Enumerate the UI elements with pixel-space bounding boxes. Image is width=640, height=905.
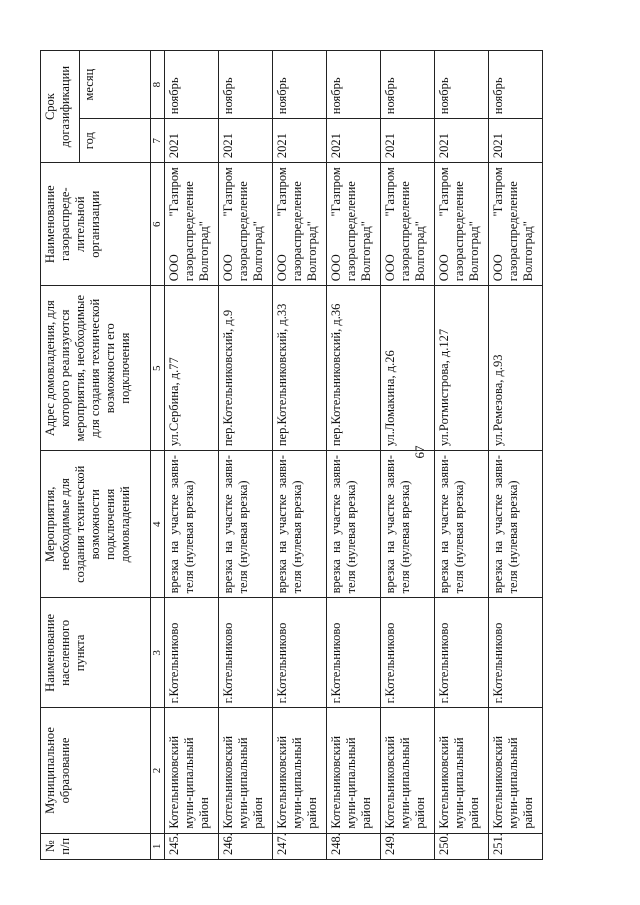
- settlement-cell: г.Котельниково: [381, 598, 435, 708]
- table-row: [435, 51, 489, 860]
- organization-cell: ООО "Газпром газораспределение Волгоград": [327, 163, 381, 286]
- municipality-cell: Котельниковский муни-ципальный район: [219, 708, 273, 833]
- column-number: 8: [151, 51, 165, 119]
- year-cell: 2021: [219, 119, 273, 163]
- month-cell: ноябрь: [165, 51, 219, 119]
- measures-cell: врезка на участке заяви-теля (нулевая врезка): [273, 451, 327, 598]
- measures-cell: врезка на участке заяви-теля (нулевая врезка): [219, 451, 273, 598]
- measures-cell: врезка на участке заяви-теля (нулевая врезка): [381, 451, 435, 598]
- year-cell: 2021: [381, 119, 435, 163]
- header-municipality: Муниципальное образование: [41, 708, 151, 833]
- row-number: 247.: [273, 833, 327, 859]
- month-cell: ноябрь: [381, 51, 435, 119]
- organization-cell: ООО "Газпром газораспределение Волгоград": [165, 163, 219, 286]
- table-row: [489, 51, 543, 860]
- address-cell: ул.Ремезова, д.93: [489, 286, 543, 451]
- month-cell: ноябрь: [219, 51, 273, 119]
- header-settlement: Наименование населенного пункта: [41, 598, 151, 708]
- year-cell: 2021: [273, 119, 327, 163]
- settlement-cell: г.Котельниково: [219, 598, 273, 708]
- month-cell: ноябрь: [273, 51, 327, 119]
- column-number: 2: [151, 708, 165, 833]
- organization-cell: ООО "Газпром газораспределение Волгоград": [489, 163, 543, 286]
- organization-cell: ООО "Газпром газораспределение Волгоград": [435, 163, 489, 286]
- measures-cell: врезка на участке заяви-теля (нулевая врезка): [435, 451, 489, 598]
- address-cell: ул.Сербина, д.77: [165, 286, 219, 451]
- settlement-cell: г.Котельниково: [273, 598, 327, 708]
- rotated-table-container: [40, 50, 640, 860]
- row-number: 246.: [219, 833, 273, 859]
- organization-cell: ООО "Газпром газораспределение Волгоград": [273, 163, 327, 286]
- year-cell: 2021: [327, 119, 381, 163]
- measures-cell: врезка на участке заяви-теля (нулевая врезка): [165, 451, 219, 598]
- settlement-cell: г.Котельниково: [327, 598, 381, 708]
- municipality-cell: Котельниковский муни-ципальный район: [435, 708, 489, 833]
- column-number-row: [151, 51, 165, 860]
- row-number: 248.: [327, 833, 381, 859]
- header-organization: Наименование газораспреде-лительной организации: [41, 163, 151, 286]
- column-number: 4: [151, 451, 165, 598]
- address-cell: ул.Ротмистрова, д.127: [435, 286, 489, 451]
- month-cell: ноябрь: [327, 51, 381, 119]
- settlement-cell: г.Котельниково: [435, 598, 489, 708]
- year-cell: 2021: [489, 119, 543, 163]
- page-number: 67: [412, 445, 427, 459]
- header-deadline: Срок догазификации: [41, 51, 80, 163]
- column-number: 3: [151, 598, 165, 708]
- row-number: 249.: [381, 833, 435, 859]
- column-number: 5: [151, 286, 165, 451]
- measures-cell: врезка на участке заяви-теля (нулевая врезка): [327, 451, 381, 598]
- municipality-cell: Котельниковский муни-ципальный район: [273, 708, 327, 833]
- municipality-cell: Котельниковский муни-ципальный район: [381, 708, 435, 833]
- organization-cell: ООО "Газпром газораспределение Волгоград": [219, 163, 273, 286]
- month-cell: ноябрь: [435, 51, 489, 119]
- year-cell: 2021: [165, 119, 219, 163]
- year-cell: 2021: [435, 119, 489, 163]
- organization-cell: ООО "Газпром газораспределение Волгоград": [381, 163, 435, 286]
- header-address: Адрес домовладения, для которого реализуются мероприятия, необходимые для создания технической возможности его подключения: [41, 286, 151, 451]
- gasification-table: [40, 50, 543, 860]
- municipality-cell: Котельниковский муни-ципальный район: [489, 708, 543, 833]
- row-number: 250.: [435, 833, 489, 859]
- column-number: 7: [151, 119, 165, 163]
- header-n: № п/п: [41, 833, 151, 859]
- address-cell: пер.Котельниковский, д.36: [327, 286, 381, 451]
- municipality-cell: Котельниковский муни-ципальный район: [327, 708, 381, 833]
- header-measures: Мероприятия, необходимые для создания технической возможности подключения домовладений: [41, 451, 151, 598]
- settlement-cell: г.Котельниково: [489, 598, 543, 708]
- address-cell: ул.Ломакина, д.26: [381, 286, 435, 451]
- table-row: [327, 51, 381, 860]
- header-month: месяц: [80, 51, 151, 119]
- header-row: [41, 51, 80, 860]
- table-row: [165, 51, 219, 860]
- column-number: 6: [151, 163, 165, 286]
- table-row: [219, 51, 273, 860]
- address-cell: пер.Котельниковский, д.33: [273, 286, 327, 451]
- column-number: 1: [151, 833, 165, 859]
- month-cell: ноябрь: [489, 51, 543, 119]
- table-row: [381, 51, 435, 860]
- header-year: год: [80, 119, 151, 163]
- settlement-cell: г.Котельниково: [165, 598, 219, 708]
- address-cell: пер.Котельниковский, д.9: [219, 286, 273, 451]
- table-row: [273, 51, 327, 860]
- measures-cell: врезка на участке заяви-теля (нулевая врезка): [489, 451, 543, 598]
- row-number: 245.: [165, 833, 219, 859]
- municipality-cell: Котельниковский муни-ципальный район: [165, 708, 219, 833]
- row-number: 251.: [489, 833, 543, 859]
